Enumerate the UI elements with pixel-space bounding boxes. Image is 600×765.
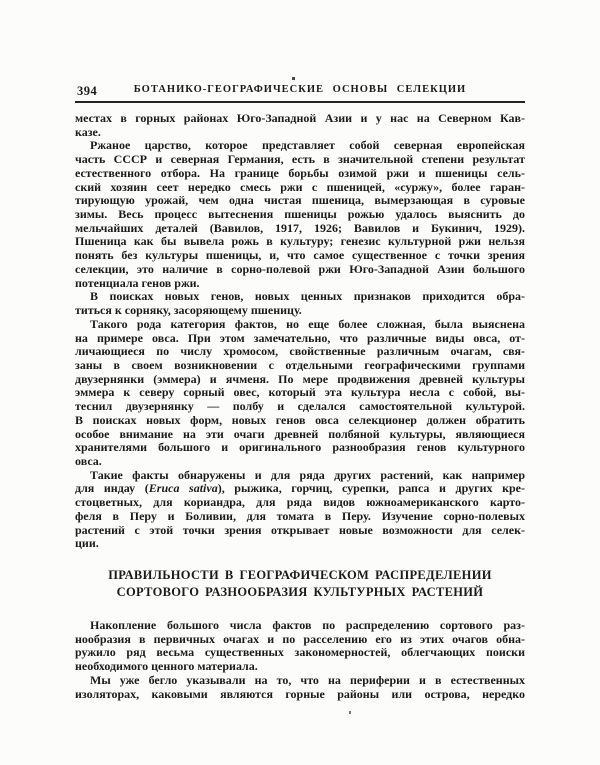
scan-speck bbox=[292, 77, 295, 80]
paragraph-new-genes bbox=[75, 290, 525, 317]
text-line: необходимого ценного материала. bbox=[75, 659, 258, 674]
text-line: Накопление большого числа фактов по распределению сортового раз- bbox=[90, 618, 525, 632]
text-line: заны в своем возникновении с отдельными географическими группами bbox=[75, 357, 525, 372]
paragraph-oats bbox=[75, 318, 525, 469]
text-segment: для индау ( bbox=[75, 481, 149, 496]
text-line: тирующую урожай, чем одна чистая пшеница, вымерзающая в суровые bbox=[75, 193, 525, 208]
section-heading bbox=[75, 567, 525, 600]
text-line: нообразия в первичных очагах и по расселению его из этих очагов обна- bbox=[75, 631, 525, 646]
text-line: селекции, это наличие в сорно-полевой ржи Юго-Западной Азии большого bbox=[75, 261, 525, 276]
header-rule bbox=[75, 101, 525, 103]
text-line: особое внимание на эти очаги древней полбяной культуры, являющиеся bbox=[75, 426, 525, 441]
text-line bbox=[75, 482, 525, 496]
text-line: эммера к северу сорный овес, который эта культура несла с собой, вы- bbox=[75, 385, 525, 400]
section-heading-line-2: СОРТОВОГО РАЗНООБРАЗИЯ КУЛЬТУРНЫХ РАСТЕНИЙ bbox=[116, 584, 484, 599]
text-line: титься к сорняку, засоряющему пшеницу. bbox=[75, 303, 302, 318]
text-line: личающиеся по числу хромосом, свойственные различным очагам, свя- bbox=[75, 344, 525, 359]
text-line: местах в горных районах Юго-Западной Азии и у нас на Северном Кав- bbox=[75, 111, 525, 125]
text-line: изоляторах, каковыми являются горные районы или острова, нередко bbox=[75, 686, 525, 701]
text-line: Пшеница как бы вывела рожь в культуру; генезис культурной ржи нельзя bbox=[75, 234, 525, 249]
text-line: В поисках новых форм, новых генов овса селекционер должен обратить bbox=[75, 412, 525, 427]
paragraph-other-plants bbox=[75, 469, 525, 551]
text-line: В поисках новых генов, новых ценных признаков приходится обра- bbox=[90, 289, 525, 304]
text-line: потенциала генов ржи. bbox=[75, 275, 200, 290]
text-line: Такого рода категория фактов, но еще более сложная, была выяснена bbox=[90, 316, 525, 331]
text-line: часть СССР и северная Германия, есть в значительной степени результат bbox=[75, 152, 525, 167]
text-line: ции. bbox=[75, 536, 99, 551]
text-line: на примере овса. При этом замечательно, что различные виды овса, от- bbox=[75, 330, 525, 345]
text-line: зимы. Весь процесс вытеснения пшеницы рожью удалось выяснить до bbox=[75, 207, 525, 222]
text-line: казе. bbox=[75, 124, 101, 139]
running-title: БОТАНИКО-ГЕОГРАФИЧЕСКИЕ ОСНОВЫ СЕЛЕКЦИИ bbox=[133, 84, 467, 95]
text-line: Такие факты обнаружены и для ряда других растений, как например bbox=[90, 467, 525, 482]
text-line: стоцветных, для кориандра, для ряда видов южноамериканского карто- bbox=[75, 495, 525, 510]
section-heading-line-1: ПРАВИЛЬНОСТИ В ГЕОГРАФИЧЕСКОМ РАСПРЕДЕЛЕНИИ bbox=[108, 568, 492, 582]
text-line: Ржаное царство, которое представляет собой северная европейская bbox=[90, 138, 525, 153]
paragraph-accumulation bbox=[75, 619, 525, 674]
text-line: двузернянки (эммера) и ячменя. По мере продвижения древней культуры bbox=[75, 371, 525, 386]
page-number: 394 bbox=[77, 84, 98, 98]
paragraph-periphery bbox=[75, 674, 525, 701]
latin-species-name: Eruca sativa bbox=[148, 481, 218, 496]
text-line: ружило ряд весьма существенных закономерностей, облегчающих поиски bbox=[75, 645, 525, 660]
page-text bbox=[75, 112, 525, 701]
text-line: хранителями большого и оригинального разнообразия генов культурного bbox=[75, 440, 525, 455]
text-line: мельчайших деталей (Вавилов, 1917, 1926; Вавилов и Букинич, 1929). bbox=[75, 220, 525, 235]
text-line: ский хозяин сеет нередко смесь ржи с пшеницей, «суржу», более гаран- bbox=[75, 179, 525, 194]
scan-speck bbox=[349, 711, 351, 714]
text-line: естественного отбора. На границе борьбы озимой ржи и пшеницы сель- bbox=[75, 165, 525, 180]
running-head bbox=[75, 84, 525, 99]
text-segment: ), рыжика, горчиц, сурепки, рапса и других кре- bbox=[217, 481, 525, 496]
text-line: овса. bbox=[75, 453, 102, 468]
text-line: растений с этой точки зрения открывает новые возможности для селек- bbox=[75, 522, 525, 537]
text-line: Мы уже бегло указывали на то, что на периферии и в естественных bbox=[90, 672, 525, 687]
paragraph-continuation bbox=[75, 112, 525, 139]
paragraph-rye-kingdom bbox=[75, 139, 525, 290]
text-line: теснил двузернянку — полбу и сделался самостоятельной культурой. bbox=[75, 399, 525, 414]
text-line: феля в Перу и Боливии, для томата в Перу. Изучение сорно-полевых bbox=[75, 508, 525, 523]
text-line: понять без культуры пшеницы, и, что самое существенное с точки зрения bbox=[75, 248, 525, 263]
